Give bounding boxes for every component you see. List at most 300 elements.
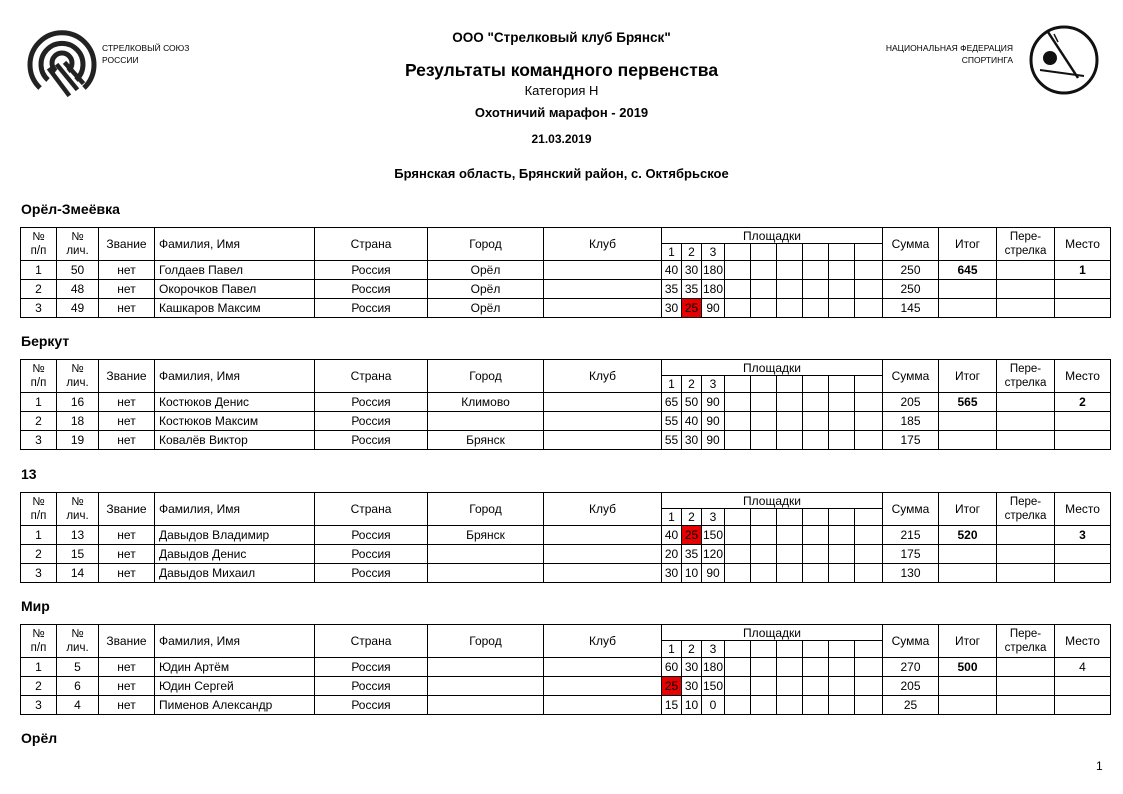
row-score-2: 35 <box>682 545 702 564</box>
table-row <box>21 412 1111 431</box>
row-country: Россия <box>315 299 428 318</box>
col-header-rank: Звание <box>99 360 155 393</box>
row-score-empty <box>751 261 777 280</box>
next-team-name: Орёл <box>21 730 58 746</box>
row-city <box>428 412 544 431</box>
row-score-2: 30 <box>682 431 702 450</box>
row-shootoff <box>997 696 1055 715</box>
row-score-empty <box>751 696 777 715</box>
team-name: Беркут <box>21 333 70 349</box>
row-city: Орёл <box>428 299 544 318</box>
row-score-empty <box>725 299 751 318</box>
col-header-id: № лич. <box>57 228 99 261</box>
row-total-empty <box>939 545 997 564</box>
row-sum: 270 <box>883 658 939 677</box>
row-rank: нет <box>99 280 155 299</box>
row-score-empty <box>777 261 803 280</box>
col-header-place: Место <box>1055 625 1111 658</box>
col-header-city: Город <box>428 360 544 393</box>
range-2-header: 2 <box>682 509 702 526</box>
row-place-empty <box>1055 299 1111 318</box>
row-country: Россия <box>315 280 428 299</box>
row-total-empty <box>939 696 997 715</box>
row-score-2: 30 <box>682 658 702 677</box>
range-empty <box>803 509 829 526</box>
row-score-2: 10 <box>682 564 702 583</box>
row-score-1: 25 <box>662 677 682 696</box>
row-score-empty <box>829 299 855 318</box>
row-name: Пименов Александр <box>155 696 315 715</box>
range-empty <box>777 244 803 261</box>
row-score-empty <box>829 280 855 299</box>
row-score-empty <box>829 677 855 696</box>
col-header-country: Страна <box>315 625 428 658</box>
row-country: Россия <box>315 393 428 412</box>
col-header-city: Город <box>428 493 544 526</box>
col-header-club: Клуб <box>544 360 662 393</box>
range-2-header: 2 <box>682 376 702 393</box>
row-score-empty <box>829 393 855 412</box>
table-header-row <box>21 360 1111 376</box>
row-shootoff <box>997 261 1055 280</box>
row-rank: нет <box>99 545 155 564</box>
row-score-1: 35 <box>662 280 682 299</box>
row-score-empty <box>777 393 803 412</box>
row-place-empty <box>1055 564 1111 583</box>
row-rank: нет <box>99 412 155 431</box>
col-header-country: Страна <box>315 493 428 526</box>
row-score-empty <box>829 696 855 715</box>
row-score-empty <box>855 431 883 450</box>
row-club <box>544 412 662 431</box>
row-country: Россия <box>315 261 428 280</box>
row-score-empty <box>803 299 829 318</box>
row-score-empty <box>855 677 883 696</box>
table-row <box>21 696 1111 715</box>
range-empty <box>803 244 829 261</box>
range-empty <box>725 641 751 658</box>
row-id: 4 <box>57 696 99 715</box>
category: Категория Н <box>524 83 599 98</box>
col-header-shootoff: Пере- стрелка <box>997 228 1055 261</box>
row-country: Россия <box>315 677 428 696</box>
row-country: Россия <box>315 412 428 431</box>
row-sum: 205 <box>883 393 939 412</box>
table-header-row <box>21 625 1111 641</box>
range-empty <box>803 641 829 658</box>
left-org-name: СТРЕЛКОВЫЙ СОЮЗ РОССИИ <box>102 43 190 65</box>
right-org-name: НАЦИОНАЛЬНАЯ ФЕДЕРАЦИЯ СПОРТИНГА <box>885 43 1013 65</box>
table-row <box>21 393 1111 412</box>
row-club <box>544 658 662 677</box>
row-num: 1 <box>21 393 57 412</box>
row-place-empty <box>1055 677 1111 696</box>
row-score-empty <box>803 393 829 412</box>
col-header-total: Итог <box>939 360 997 393</box>
col-header-total: Итог <box>939 493 997 526</box>
row-rank: нет <box>99 526 155 545</box>
row-rank: нет <box>99 696 155 715</box>
row-name: Кашкаров Максим <box>155 299 315 318</box>
team-results-table <box>20 227 1111 318</box>
range-empty <box>855 376 883 393</box>
team-total: 565 <box>939 393 997 412</box>
row-city <box>428 545 544 564</box>
row-score-empty <box>803 261 829 280</box>
range-empty <box>803 376 829 393</box>
row-shootoff <box>997 412 1055 431</box>
row-score-empty <box>829 412 855 431</box>
row-id: 50 <box>57 261 99 280</box>
team-results-table <box>20 624 1111 715</box>
row-num: 1 <box>21 658 57 677</box>
row-total-empty <box>939 431 997 450</box>
table-row <box>21 526 1111 545</box>
table-header-row <box>21 228 1111 244</box>
row-score-2: 25 <box>682 299 702 318</box>
row-score-empty <box>725 393 751 412</box>
row-shootoff <box>997 545 1055 564</box>
event-date: 21.03.2019 <box>531 132 592 146</box>
row-score-empty <box>725 412 751 431</box>
row-score-empty <box>829 658 855 677</box>
row-id: 48 <box>57 280 99 299</box>
row-sum: 215 <box>883 526 939 545</box>
club-name: ООО "Стрелковый клуб Брянск" <box>452 30 671 45</box>
row-name: Голдаев Павел <box>155 261 315 280</box>
row-name: Ковалёв Виктор <box>155 431 315 450</box>
row-rank: нет <box>99 658 155 677</box>
row-score-empty <box>803 696 829 715</box>
row-score-3: 90 <box>702 564 725 583</box>
row-score-empty <box>725 261 751 280</box>
row-name: Давыдов Владимир <box>155 526 315 545</box>
team-name: 13 <box>21 466 37 482</box>
row-name: Окорочков Павел <box>155 280 315 299</box>
row-name: Костюков Денис <box>155 393 315 412</box>
row-club <box>544 393 662 412</box>
team-total: 520 <box>939 526 997 545</box>
row-score-empty <box>725 658 751 677</box>
row-id: 18 <box>57 412 99 431</box>
row-name: Костюков Максим <box>155 412 315 431</box>
row-score-empty <box>803 677 829 696</box>
row-num: 1 <box>21 261 57 280</box>
row-score-1: 55 <box>662 431 682 450</box>
row-name: Юдин Сергей <box>155 677 315 696</box>
row-club <box>544 526 662 545</box>
row-score-empty <box>725 696 751 715</box>
row-score-empty <box>751 280 777 299</box>
col-header-id: № лич. <box>57 360 99 393</box>
table-row <box>21 658 1111 677</box>
row-city <box>428 677 544 696</box>
row-score-empty <box>777 545 803 564</box>
range-empty <box>829 641 855 658</box>
range-empty <box>829 244 855 261</box>
col-header-place: Место <box>1055 228 1111 261</box>
col-header-num: № п/п <box>21 360 57 393</box>
team-name: Мир <box>21 598 50 614</box>
col-header-ranges: Площадки <box>662 625 883 641</box>
row-sum: 250 <box>883 261 939 280</box>
col-header-ranges: Площадки <box>662 493 883 509</box>
page-title: Результаты командного первенства <box>404 60 719 80</box>
row-shootoff <box>997 526 1055 545</box>
row-score-empty <box>751 412 777 431</box>
col-header-name: Фамилия, Имя <box>155 493 315 526</box>
col-header-shootoff: Пере- стрелка <box>997 360 1055 393</box>
row-sum: 145 <box>883 299 939 318</box>
row-score-empty <box>751 393 777 412</box>
row-num: 3 <box>21 299 57 318</box>
row-club <box>544 677 662 696</box>
row-score-1: 40 <box>662 261 682 280</box>
row-score-2: 30 <box>682 677 702 696</box>
row-country: Россия <box>315 526 428 545</box>
range-empty <box>725 509 751 526</box>
row-score-empty <box>829 545 855 564</box>
row-name: Давыдов Михаил <box>155 564 315 583</box>
row-score-empty <box>751 299 777 318</box>
row-num: 2 <box>21 280 57 299</box>
range-empty <box>855 509 883 526</box>
row-score-empty <box>803 564 829 583</box>
row-num: 2 <box>21 412 57 431</box>
table-row <box>21 564 1111 583</box>
row-score-empty <box>777 696 803 715</box>
col-header-name: Фамилия, Имя <box>155 625 315 658</box>
row-score-3: 90 <box>702 431 725 450</box>
col-header-shootoff: Пере- стрелка <box>997 625 1055 658</box>
page-number: 1 <box>1096 759 1103 773</box>
row-score-2: 35 <box>682 280 702 299</box>
range-empty <box>751 376 777 393</box>
row-score-empty <box>777 658 803 677</box>
range-3-header: 3 <box>702 244 725 261</box>
col-header-rank: Звание <box>99 228 155 261</box>
row-score-empty <box>829 564 855 583</box>
row-score-empty <box>855 393 883 412</box>
row-score-2: 30 <box>682 261 702 280</box>
row-num: 2 <box>21 545 57 564</box>
row-country: Россия <box>315 658 428 677</box>
col-header-country: Страна <box>315 360 428 393</box>
row-country: Россия <box>315 696 428 715</box>
col-header-club: Клуб <box>544 493 662 526</box>
row-total-empty <box>939 412 997 431</box>
row-score-empty <box>725 431 751 450</box>
row-name: Давыдов Денис <box>155 545 315 564</box>
col-header-city: Город <box>428 228 544 261</box>
row-city <box>428 564 544 583</box>
col-header-num: № п/п <box>21 228 57 261</box>
row-score-empty <box>751 564 777 583</box>
row-shootoff <box>997 564 1055 583</box>
row-country: Россия <box>315 431 428 450</box>
row-score-1: 55 <box>662 412 682 431</box>
event-name: Охотничий марафон - 2019 <box>474 105 649 120</box>
row-score-empty <box>777 299 803 318</box>
row-sum: 250 <box>883 280 939 299</box>
row-total-empty <box>939 677 997 696</box>
col-header-place: Место <box>1055 360 1111 393</box>
row-score-empty <box>803 431 829 450</box>
range-empty <box>777 641 803 658</box>
row-city: Климово <box>428 393 544 412</box>
range-empty <box>777 509 803 526</box>
col-header-shootoff: Пере- стрелка <box>997 493 1055 526</box>
row-score-empty <box>803 545 829 564</box>
row-score-empty <box>803 526 829 545</box>
row-score-2: 40 <box>682 412 702 431</box>
row-id: 15 <box>57 545 99 564</box>
row-id: 16 <box>57 393 99 412</box>
row-city <box>428 696 544 715</box>
row-club <box>544 431 662 450</box>
row-score-3: 150 <box>702 526 725 545</box>
row-num: 3 <box>21 696 57 715</box>
range-empty <box>777 376 803 393</box>
col-header-city: Город <box>428 625 544 658</box>
col-header-ranges: Площадки <box>662 360 883 376</box>
row-sum: 175 <box>883 545 939 564</box>
row-total-empty <box>939 299 997 318</box>
row-score-empty <box>803 412 829 431</box>
row-score-empty <box>855 412 883 431</box>
row-score-empty <box>855 545 883 564</box>
row-club <box>544 261 662 280</box>
row-place-empty <box>1055 412 1111 431</box>
range-empty <box>855 244 883 261</box>
row-city: Брянск <box>428 526 544 545</box>
row-place-empty <box>1055 280 1111 299</box>
row-country: Россия <box>315 564 428 583</box>
row-score-empty <box>777 431 803 450</box>
row-rank: нет <box>99 564 155 583</box>
table-row <box>21 261 1111 280</box>
row-score-empty <box>751 431 777 450</box>
row-score-empty <box>855 696 883 715</box>
row-score-empty <box>725 564 751 583</box>
row-score-3: 120 <box>702 545 725 564</box>
range-1-header: 1 <box>662 244 682 261</box>
row-score-3: 90 <box>702 393 725 412</box>
range-3-header: 3 <box>702 509 725 526</box>
col-header-rank: Звание <box>99 493 155 526</box>
col-header-sum: Сумма <box>883 228 939 261</box>
range-2-header: 2 <box>682 641 702 658</box>
row-score-3: 180 <box>702 658 725 677</box>
row-score-empty <box>855 280 883 299</box>
row-score-empty <box>751 677 777 696</box>
row-score-3: 180 <box>702 280 725 299</box>
row-id: 6 <box>57 677 99 696</box>
row-score-1: 20 <box>662 545 682 564</box>
row-sum: 25 <box>883 696 939 715</box>
range-2-header: 2 <box>682 244 702 261</box>
row-score-1: 30 <box>662 564 682 583</box>
row-country: Россия <box>315 545 428 564</box>
row-score-empty <box>751 545 777 564</box>
row-sum: 130 <box>883 564 939 583</box>
col-header-name: Фамилия, Имя <box>155 228 315 261</box>
row-score-empty <box>751 658 777 677</box>
col-header-country: Страна <box>315 228 428 261</box>
col-header-total: Итог <box>939 228 997 261</box>
range-empty <box>751 509 777 526</box>
row-rank: нет <box>99 431 155 450</box>
row-id: 5 <box>57 658 99 677</box>
table-header-row <box>21 493 1111 509</box>
row-city <box>428 658 544 677</box>
row-score-3: 180 <box>702 261 725 280</box>
col-header-club: Клуб <box>544 625 662 658</box>
col-header-ranges: Площадки <box>662 228 883 244</box>
row-id: 19 <box>57 431 99 450</box>
col-header-rank: Звание <box>99 625 155 658</box>
row-shootoff <box>997 280 1055 299</box>
row-score-empty <box>777 564 803 583</box>
row-total-empty <box>939 280 997 299</box>
row-sum: 185 <box>883 412 939 431</box>
row-place-empty <box>1055 431 1111 450</box>
row-shootoff <box>997 393 1055 412</box>
row-score-1: 60 <box>662 658 682 677</box>
row-score-3: 150 <box>702 677 725 696</box>
row-place-empty <box>1055 545 1111 564</box>
range-1-header: 1 <box>662 641 682 658</box>
row-num: 2 <box>21 677 57 696</box>
row-num: 3 <box>21 431 57 450</box>
row-club <box>544 299 662 318</box>
team-name: Орёл-Змеёвка <box>21 201 120 217</box>
team-total: 500 <box>939 658 997 677</box>
row-score-empty <box>751 526 777 545</box>
col-header-sum: Сумма <box>883 493 939 526</box>
table-row <box>21 677 1111 696</box>
range-empty <box>829 376 855 393</box>
table-row <box>21 545 1111 564</box>
row-num: 3 <box>21 564 57 583</box>
range-empty <box>751 244 777 261</box>
row-shootoff <box>997 299 1055 318</box>
row-score-empty <box>725 545 751 564</box>
row-score-2: 10 <box>682 696 702 715</box>
row-city: Брянск <box>428 431 544 450</box>
col-header-id: № лич. <box>57 493 99 526</box>
row-score-empty <box>803 658 829 677</box>
col-header-num: № п/п <box>21 625 57 658</box>
row-sum: 175 <box>883 431 939 450</box>
row-name: Юдин Артём <box>155 658 315 677</box>
range-empty <box>725 244 751 261</box>
row-score-empty <box>725 526 751 545</box>
row-club <box>544 696 662 715</box>
table-row <box>21 280 1111 299</box>
row-score-3: 0 <box>702 696 725 715</box>
row-rank: нет <box>99 677 155 696</box>
row-score-1: 65 <box>662 393 682 412</box>
row-score-1: 15 <box>662 696 682 715</box>
col-header-place: Место <box>1055 493 1111 526</box>
table-row <box>21 299 1111 318</box>
row-score-3: 90 <box>702 412 725 431</box>
row-score-empty <box>777 412 803 431</box>
row-score-empty <box>829 261 855 280</box>
team-total: 645 <box>939 261 997 280</box>
row-score-empty <box>855 261 883 280</box>
